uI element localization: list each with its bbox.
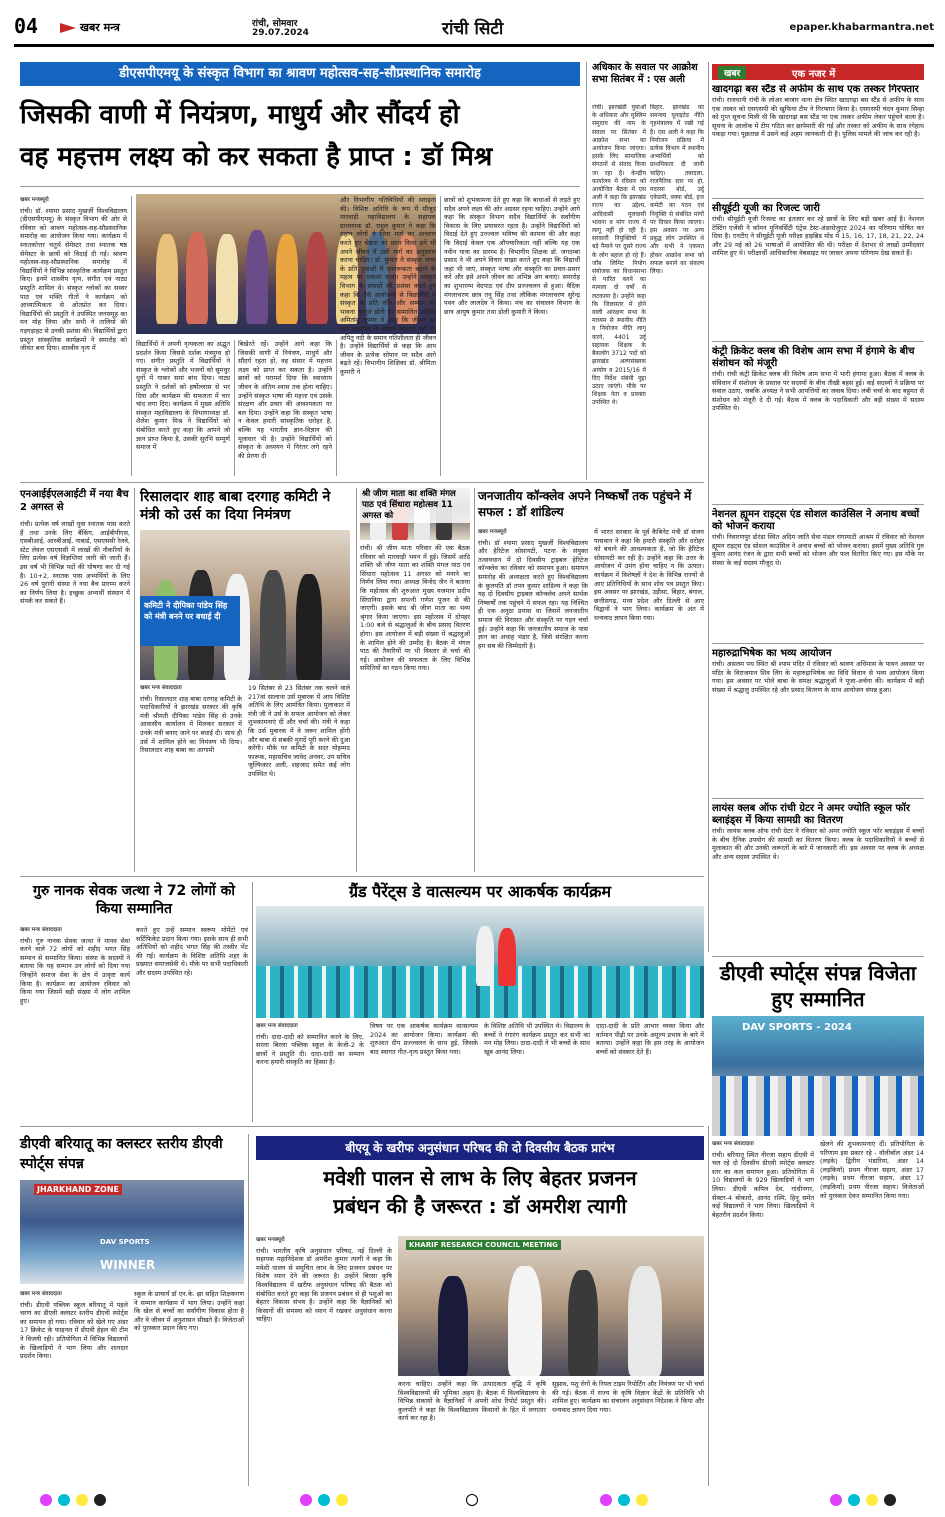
jeen-mata-headline: श्री जीण माता का शक्ति मंगल पाठ एवं सिंधारा महोत्सव 11 अगस्त को — [360, 488, 470, 523]
sanskrit-col-3: बिखेरते रहें। उन्होंने आगे कहा कि जिसकी वाणी में नियंत्रण, माधुर्य और सौंदर्य रहता हो, वह संसार में महत्तम लक्ष्य को प्राप्त कर सकता है। उन्होंने छात्रों को परामर्श दिया कि स्वाध्याय जीवन के अंतिम श्वास तक होना चाहिए। उन्होंने संस्कृत भाषा की महत्ता एवं उसके संरक्षण और प्रचार की आवश्यकता पर बल दिया। उन्होंने कहा कि संस्कृत भाषा न केवल हमारी सांस्कृतिक धरोहर है, बल्कि यह भारतीय ज्ञान-विज्ञान की मूलाधार भी है। उन्होंने विद्यार्थियों को संस्कृत के अध्ययन में निरंतर लगे रहने की प्रेरणा दी — [238, 340, 332, 460]
dav-sports-banner-text: DAV SPORTS - 2024 — [742, 1022, 852, 1033]
sanskrit-col-4b: छात्रों को शुभकामना देते हुए कहा कि बाधाओं से लड़ते हुए सदैव अपने लक्ष्य की ओर अग्रसर रहना चाहिए। उन्होंने आगे कहा कि संस्कृत विभाग सदैव विद्यार्थियों के सर्वांगीण विकास के लिए प्रयासरत रहता है। उन्होंने विद्यार्थियों को विदाई देते हुए उज्ज्वल भविष्य की कामना की और कहा कि विदाई केवल एक औपचारिकता नहीं बल्कि यह एक नवीन यात्रा का प्रारम्भ है। विभागीय शिक्षक डॉ. जगदम्बा प्रसाद ने भी अपने विचार साझा करते हुए कहा कि विद्यार्थी जहां भी जाएं, संस्कृत भाषा और संस्कृति का प्रचार-प्रसार करें और इसे अपने जीवन का अभिन्न अंग बनाएं। समारोह का शुभारम्भ वेदपाठ एवं दीप प्रज्ज्वलन से हुआ। वैदिक मंगलाचरण छात्र तनु सिंह तथा लौकिक मंगलाचरण सुरेन्द्र पवन और लालदेव ने किया। मंच का संचालन विभाग के छात्र आयुष कुमार तथा डोली कुमारी ने किया। — [444, 196, 580, 316]
grand-parents-photo — [256, 906, 704, 1018]
news-item-headline: सीयूईटी यूजी का रिजल्ट जारी — [712, 203, 820, 214]
sanskrit-col-1 — [20, 196, 127, 476]
risaldar-col-2: 19 सितंबर से 23 सितंबर तक चलने वाले 217वां सालाना उर्स मुबारक में आप विशिष्ट अतिथि के लिए आमंत्रित किया। मुलाकात में मंत्री जी ने उर्स के सफल आयोजन को लेकर शुभकामनाएं दीं और चर्चा की। मंत्री ने कहा कि उर्स मुबारक में वे जरूर शामिल होंगी और बाबा से सबकी मुरादें पूरी करने की दुआ करेंगी। मौके पर कमिटी के सदर मोहम्मद फारूक, महासचिव जावेद अनवर, उप सचिव जुल्फिकार अली, शहजाद समेत कई लोग उपस्थित थे। — [248, 684, 350, 778]
news-item-headline: कंट्री क्रिकेट क्लब की विशेष आम सभा में हंगामे के बीच संशोधन को मंजूरी — [712, 346, 915, 369]
sanskrit-headline-1: जिसकी वाणी में नियंत्रण, माधुर्य और सौंदर्य हो — [20, 100, 460, 130]
badge-label: खबर — [718, 66, 746, 79]
news-item-body: रांची। निवारणपुर डोरंडा स्थित अदिम जाति सेवा मंडल रांगामाटी आश्रम में रविवार को नेशनल ह्यूमन राइट्स एंड सोशल काउंसिल ने अनाथ बच्चों को भोजन कराया। इसमें मुख्य अतिथि गुरु कुमार आनंद रंजन के द्वारा सभी बच्चों को भोजन और फल वितरित किए गए। इस मौके पर संस्था के कई सदस्य मौजूद थे। — [712, 533, 924, 567]
dav-bariyatu-banner-3: WINNER — [100, 1258, 156, 1272]
risaldar-caption-box — [140, 596, 240, 646]
sanskrit-col-2: विद्यार्थियों ने अपनी नृत्यकला का अद्भुत प्रदर्शन किया जिससे दर्शक मंत्रमुग्ध हो गए। संगीत प्रस्तुति में विद्यार्थियों ने संस्कृत के श्लोकों और भजनों को सुमधुर धुनों में गाकर समां बांध दिया। नाट्य प्रस्तुति ने दर्शकों को हर्षोल्लास से भर दिया और कार्यक्रम की सफलता में चार चांद लगा दिए। कार्यक्रम में मुख्य अतिथि संस्कृत महाविद्यालय के विभागाध्यक्ष डॉ. शैलेश कुमार मिश्र ने विद्यार्थियों को संबोधित करते हुए कहा कि आपने जो ज्ञान प्राप्त किया है, उसकी सुरभि सम्पूर्ण समाज में — [136, 340, 230, 452]
dav-bariyatu-col-2: स्कूल के प्राचार्य डॉ एन.के. झा सहित शिक्षकगण ने सम्मान कार्यक्रम में भाग लिया। उन्होंने कहा कि खेल से बच्चों का सर्वांगीण विकास होता है और वे जीवन में अनुशासन सीखते हैं। विजेताओं को पुरस्कार प्रदान किए गए। — [134, 1290, 244, 1333]
dav-sports-headline: डीएवी स्पोर्ट्स संपन्न विजेता हुए सम्मानित — [719, 961, 917, 1011]
guru-nanak-col-1 — [20, 926, 130, 1122]
bau-col-3: सुझाव, पशु रोगों के रियल टाइम रिपोर्टिंग और नियंत्रण पर भी चर्चा की गई। बैठक में राज्य के कृषि विज्ञान केंद्रों के प्रतिनिधि भी शामिल हुए। कार्यक्रम का संचालन अनुसंधान निदेशक ने किया और धन्यवाद ज्ञापन दिया गया। — [552, 1380, 704, 1414]
risaldar-col-1 — [140, 684, 242, 872]
badge-title: एक नजर में — [792, 69, 836, 80]
dav-bariyatu-col-1 — [20, 1290, 128, 1486]
bau-banner-text: KHARIF RESEARCH COUNCIL MEETING — [406, 1240, 561, 1250]
news-item — [712, 648, 924, 792]
right-col-items — [712, 84, 924, 954]
brand-name: खबर मन्त्र — [80, 21, 120, 34]
header-city: रांची, सोमवार — [252, 19, 298, 29]
risaldar-col-1-text: रांची। रिसालदार शाह बाबा दरगाह कमिटी के पदाधिकारियों ने झारखंड सरकार की कृषि मंत्री श्रीमती दीपिका पांडेय सिंह से उनके आवासीय कार्यालय में मिलकर सरकार में उनके मंत्री बनाए जाने पर बधाई दी। साथ ही उर्स में शामिल होने का निमंत्रण भी दिया। रिसालदार शाह बाबा का आगामी — [140, 694, 242, 755]
dav-bariyatu-body: रांची। डीएवी पब्लिक स्कूल बरियातू में पहले चरण का डीएवी क्लस्टर स्तरीय डीएवी स्पोर्ट्स का समापन हो गया। रविवार को खेले गए अंडर 17 क्रिकेट के फाइनल में डीएवी हेहल की टीम ने विजयी रही। प्रतियोगिता में विभिन्न विद्यालयों के खिलाड़ियों ने भाग लिया और शानदार प्रदर्शन किया। — [20, 1300, 128, 1361]
sanskrit-dateline: खबर मन्त्रब्यूरो — [20, 197, 49, 203]
guru-nanak-headline: गुरु नानक सेवक जत्था ने 72 लोगों को किया सम्मानित — [32, 883, 236, 917]
sanskrit-headline-2: वह महत्तम लक्ष्य को कर सकता है प्राप्त : डॉ मिश्र — [20, 142, 493, 172]
news-item-body: रांची। राजधानी रांची के लोअर बाजार थाना क्षेत्र स्थित खादगढ़ा बस स्टैंड से अफीम के साथ एक तस्कर को एसएसपी की खुफिया टीम ने गिरफ्तार किया है। एसएसपी चंदन कुमार सिन्हा को गुप्त सूचना मिली थी कि खादगढ़ा बस स्टैंड पर एक तस्कर अफीम लेकर पहुंचने वाला है। सूचना के आलोक में टीम गठित कर छापेमारी की गई और तस्कर को अफीम के साथ रंगेहाथ पकड़ा गया। पूछताछ में उसने कई अहम जानकारी दी है। पुलिस मामले की जांच कर रही है। — [712, 96, 924, 139]
bau-headline-2: प्रबंधन की है जरूरत : डॉ अमरीश त्यागी — [333, 1194, 627, 1218]
risaldar-headline: रिसालदार शाह बाबा दरगाह कमिटी ने मंत्री को उर्स का दिया निमंत्रण — [140, 489, 331, 523]
page-number: 04 — [14, 14, 39, 38]
header-date: 29.07.2024 — [252, 28, 309, 38]
grand-parents-headline: ग्रैंड पैरेंट्स डे वात्सल्यम पर आकर्षक कार्यक्रम — [348, 882, 612, 901]
masthead — [14, 10, 934, 50]
janjatiya-col-2: में भारत सरकार के पूर्व कैबिनेट मंत्री डॉ संजय पासवान ने कहा कि हमारी संस्कृति और धरोहर को बचाने की आवश्यकता है, जो कि हेरिटेज सोसायटी कर रही है। उन्होंने कहा कि उत्तर के आयोजन में उमंग होना चाहिए न कि उत्पात। कार्यक्रम में विशेषज्ञों ने देश के विभिन्न राज्यों से आए प्रतिनिधियों के साथ शोध पत्र प्रस्तुत किए। इस अवसर पर झारखंड, उड़ीसा, बिहार, बंगाल, छत्तीसगढ़, मध्य प्रदेश और दिल्ली से आए विद्वानों ने भाग लिया। कार्यक्रम के अंत में धन्यवाद ज्ञापन किया गया। — [594, 528, 704, 622]
news-item — [712, 346, 924, 498]
janjatiya-col-1 — [478, 528, 588, 872]
grand-parents-col-1-text: रांची। दादा-दादी को सम्मानित करने के लिए, सरला बिरला पब्लिक स्कूल के केजी-2 के छात्रों ने प्रस्तुति दी। दादा-दादी का सम्मान करना हमारी संस्कृति का हिस्सा है। — [256, 1032, 364, 1067]
right-column-badge — [712, 64, 924, 80]
news-item — [712, 203, 924, 335]
dav-bariyatu-headline: डीएवी बरियातू का क्लस्टर स्तरीय डीएवी स्पोर्ट्स संपन्न — [20, 1136, 223, 1172]
nielit-headline: एनआईईएलआईटी में नया बैच 2 अगस्त से — [20, 489, 129, 513]
grand-parents-dateline: खबर मन्त्र संवाददाता — [256, 1023, 298, 1029]
guru-nanak-col-1-text: रांची। गुरु नानक सेवक जत्था ने मानव सेवा करने वाले 72 लोगों को शहीद भगत सिंह सम्मान से सम्मानित किया। संस्था के सदस्यों ने बताया कि यह सम्मान उन लोगों को दिया गया जिन्होंने समाज सेवा के क्षेत्र में उत्कृष्ट कार्य किया है। कार्यक्रम का आयोजन रविवार को किया गया जिसमें बड़ी संख्या में लोग शामिल हुए। — [20, 936, 130, 1005]
dav-sports-photo — [712, 1016, 924, 1136]
adhikar-headline: अधिकार के सवाल पर आक्रोश सभा सितंबर में : एस अली — [592, 62, 698, 85]
guru-nanak-col-2: करते हुए उन्हें सम्मान स्वरूप मोमेंटो एवं सर्टिफिकेट प्रदान किया गया। इसके साथ ही सभी अतिथियों को शहीद भगत सिंह की तस्वीर भेंट की गई। कार्यक्रम के विशिष्ट अतिथि शहर के प्रख्यात समाजसेवी थे। मौके पर सभी पदाधिकारी और सदस्य उपस्थित रहे। — [136, 926, 248, 977]
news-item-body: रांची। लायंस क्लब ऑफ रांची ग्रेटर ने रविवार को अमर ज्योति स्कूल फॉर ब्लाइंड्स में बच्चों के बीच दैनिक उपयोग की सामग्री का वितरण किया। क्लब के पदाधिकारियों ने बच्चों से मुलाकात की और उनकी जरूरतों के बारे में जानकारी ली। इस अवसर पर क्लब के अध्यक्ष और अन्य सदस्य उपस्थित थे। — [712, 827, 924, 861]
adhikar-col-1: रांची। झारखंडी युवाओं के अधिकार और मुस्लिम समुदाय की नाम के सवाल पर सितंबर में आक्रोश सभा का आयोजन किया जाएगा। इसके लिए सामाजिक संगठनों से संवाद किया जा रहा है। केन्द्रीय कार्यालय में रविवार को आयोजित बैठक में एस अली ने कहा कि झारखंड राज्य का उद्देश्य, आदिवासी मूलवासी भावना व मांग राज्य में लागू नहीं हो रही है। सरकारी नियुक्तियों में बड़े पैमाने पर दूसरे राज्य के लोग बहाल हो रहे हैं। जॉब लिमिट नियोग संयोजक का विधानसभा से पारित करने का मामला दो वर्षों से लटकाया है। उन्होंने कहा कि जिलास्तर में होने वाली आरक्षण सभा के माध्यम से स्थानीय नीति व नियोजन नीति लागू करने, 4401 उर्दू सहायक शिक्षक के बैकलॉग 3712 पदों को झारखंड अल्पसंख्यक आयोग व 2015/16 में दिए निर्देश संबंधी मुद्दा उठाए जाएंगे। मौके पर शिक्षक नेता व प्रवक्ता उपस्थित थे। — [592, 104, 646, 407]
news-item — [712, 84, 924, 192]
news-item-headline: नेशनल ह्यूमन राइट्स एंड सोशल काउंसिल ने अनाथ बच्चों को भोजन कराया — [712, 509, 920, 532]
adhikar-col-2: बिहार, झारखंड का समन्वय यूनाइटेड नीति गृहमंत्रालय में रखी गई है। एस अली ने कहा कि नियोजन प्रक्रिया में प्रत्येक विभाग में स्थानीय अभ्यर्थियों को प्राथमिकता दी जानी चाहिए। तबादला, राजनैतिक स्तर पर हो, मदरसा बोर्ड, उर्दू एकेडमी, वक्फ बोर्ड, हज कमेटी का गठन एवं नियुक्ति से संबंधित मांगों पर विचार किया जाएगा। इस अवसर पर अन्य प्रबुद्ध लोग उपस्थित थे और सभी ने एकमत होकर आक्रोश सभा को सफल बनाने का संकल्प लिया। — [650, 104, 704, 276]
dav-sports-dateline: खबर मन्त्र संवाददाता — [712, 1141, 754, 1147]
bau-dateline: खबर मन्त्रब्यूरो — [256, 1237, 285, 1243]
dav-bariyatu-dateline: खबर मन्त्र संवाददाता — [20, 1291, 62, 1297]
news-item-headline: लायंस क्लब ऑफ रांची ग्रेटर ने अमर ज्योति स्कूल फॉर ब्लाइंड्स में किया सामग्री का वितरण — [712, 803, 910, 826]
grand-parents-col-1 — [256, 1022, 364, 1122]
dav-bariyatu-banner-2: DAV SPORTS — [100, 1238, 150, 1246]
janjatiya-dateline: खबर मन्त्रब्यूरो — [478, 529, 507, 535]
bau-photo — [398, 1236, 704, 1376]
news-item-body: रांची। असलम पथ स्थित श्री श्याम मंदिर में रविवार को श्रावण अधिमास के पावन अवसर पर मंदिर के विराजमान शिव लिंग के महारुद्राभिषेक का विधि विधान से भव्य आयोजन किया गया। इस अवसर पर भोले बाबा के समक्ष श्रद्धालुओं ने पूजा-अर्चना की। कार्यक्रम में बड़ी संख्या में श्रद्धालु उपस्थित रहे और प्रसाद वितरण के साथ आयोजन संपन्न हुआ। — [712, 660, 924, 694]
nielit-body: रांची। प्रत्येक वर्ष लाखों युवा स्नातक पास करते हैं तथा उनके लिए बैंकिंग, आईबीपीएस, एसबीआई, आरबीआई, नाबार्ड, एसएससी रेलवे, स्टेट लेवल एसएससी में लाखों की नौकरियों के लिए प्रत्येक वर्ष विज्ञप्तियां जारी की जाती हैं। इस वर्ष भी विभिन्न पदों की घोषणा कर दी गई है। 10+2, स्नातक पास अभ्यर्थियों के लिए 26 वर्ष पुरानी संस्था ने नया बैच प्रारम्भ करने का निर्णय लिया है। इच्छुक अभ्यर्थी संस्थान में संपर्क कर सकते हैं। — [20, 520, 130, 606]
bau-ribbon: बीएयू के खरीफ अनुसंधान परिषद की दो दिवसीय बैठक प्रारंभ — [256, 1136, 704, 1160]
dav-bariyatu-photo — [20, 1180, 244, 1284]
bau-col-2: करना चाहिए। उन्होंने कहा कि उत्पादकता वृद्धि में कृषि विश्वविद्यालयों की भूमिका अहम है। बैठक में विश्वविद्यालय के विभिन्न संकायों के वैज्ञानिकों ने अपनी शोध रिपोर्ट प्रस्तुत की। कुलपति ने कहा कि विश्वविद्यालय किसानों के हित में लगातार कार्य कर रहा है। — [398, 1380, 546, 1423]
dav-bariyatu-banner-1: JHARKHAND ZONE — [34, 1184, 122, 1195]
risaldar-dateline: खबर मन्त्र संवाददाता — [140, 685, 182, 691]
brand-logo — [60, 20, 120, 35]
sanskrit-col-4: और विभागीय गतिविधियों की सराहना की। विशिष्ट अतिथि के रूप में मौजूद मारवाड़ी महाविद्यालय के सहायक प्राध्यापक डॉ. राहुल कुमार ने कहा कि महान लोगों ने जिस मार्ग का आचरण करते हुए श्रेष्ठता को प्राप्त किया हमें भी अपने जीवन में उसी मार्ग का अनुसरण करना चाहिए। डॉ. कुमार ने संस्कृत भाषा के प्रति युवाओं में जागरूकता बढ़ाने के महत्व पर प्रकाश डाला। उन्होंने संस्कृत विभाग के प्रयासों की प्रशंसा करते हुए कहा कि ऐसे आयोजनों से विद्यार्थियों में संस्कृत के प्रति रुचि और सम्मान की भावना जागृत होती है। सम्मानित अतिथि अमितांशु कुमार ने कहा कि जीवन का नाम तालमेल के समान विस्तार नहीं है, अपितु नदी के समान गतिशीलता ही जीवन है। उन्होंने विद्यार्थियों से कहा कि आप जीवन के प्रत्येक सोपान पर सदैव आगे बढ़ते रहें। विभागीय शिक्षिका डॉ. श्रीमिता कुमारी ने — [340, 196, 436, 376]
dav-sports-col-1-text: रांची। बरियातू स्थित नीरजा सहाय डीएवी में चल रहे दो दिवसीय डीएवी स्पोर्ट्स क्लस्टर स्तर का कल समापन हुआ। प्रतियोगिता में 10 विद्यालयों के 929 खिलाड़ियों ने भाग लिया। डीएवी कपिल देव, गांधीनगर, सेक्टर-4 बोकारो, आनंद रश्मि, हिनू समेत कई विद्यालयों ने भाग लिया। खिलाड़ियों ने बेहतरीन प्रदर्शन किया। — [712, 1150, 814, 1219]
grand-parents-col-3: के विशिष्ट अतिथि भी उपस्थित थे। विद्यालय के बच्चों ने रंगारंग कार्यक्रम प्रस्तुत कर सभी का मन मोह लिया। दादा-दादी ने भी बच्चों के साथ खूब आनंद लिया। — [484, 1022, 590, 1056]
news-item-body: रांची। सीयूईटी यूजी रिजल्ट का इंतजार कर रहे छात्रों के लिए बड़ी खबर आई है। नेशनल टेस्टिंग एजेंसी ने कॉमन यूनिवर्सिटी एंट्रेंस टेस्ट-अंडरग्रेजुएट 2024 का परिणाम घोषित कर दिया है। एनटीए ने सीयूईटी यूजी परीक्षा हाइब्रिड मोड में 15, 16, 17, 18, 21, 22, 24 और 29 मई को 26 भाषाओं में आयोजित की थी। परीक्षा में देशभर से लाखों उम्मीदवार शामिल हुए थे। परीक्षार्थी आधिकारिक वेबसाइट पर जाकर अपना परिणाम देख सकते हैं। — [712, 215, 924, 258]
guru-nanak-dateline: खबर मन्त्र संवाददाता — [20, 927, 62, 933]
jeen-mata-body: रांची। श्री जीण माता परिवार की एक बैठक रविवार को मारवाड़ी भवन में हुई। जिसमें आदि शक्ति श्री जीण माता का शक्ति मंगल पाठ एवं सिंधारा महोत्सव 11 अगस्त को मनाने का निर्णय लिया गया। अध्यक्ष विनोद जैन ने बताया कि महोत्सव की शुरुआत मुख्य यजमान प्रदीप सिंघानिया द्वारा सपत्नी गणेश पूजन से की जाएगी। इसके बाद श्री जीण माता का भव्य श्रृंगार किया जाएगा। इस महोत्सव में दोपहर 1:00 बजे से श्रद्धालुओं के बीच प्रसाद वितरण होगा। इस आयोजन में बड़ी संख्या में श्रद्धालुओं के शामिल होने की उम्मीद है। बैठक में मंगल पाठ की तैयारियों पर भी विस्तार से चर्चा की गई। आयोजन की सफलता के लिए विभिन्न समितियों का गठन किया गया। — [360, 544, 470, 673]
news-item — [712, 509, 924, 637]
dav-sports-col-1 — [712, 1140, 814, 1486]
dav-sports-col-2: खेलने की शुभकामनाएं दीं। प्रतियोगिता के परिणाम इस प्रकार रहे - वॉलीबॉल अंडर 14 (लड़के) द्वितीय भंडारिया, अंडर 14 (लड़कियाँ) प्रथम नीरजा सहाय, अंडर 17 (लड़के) प्रथम नीरजा सहाय, अंडर 17 (लड़कियाँ) प्रथम नीरजा सहाय। विजेताओं को पुरस्कार देकर सम्मानित किया गया। — [820, 1140, 924, 1200]
section-title: रांची सिटी — [442, 19, 504, 39]
header-url[interactable]: epaper.khabarmantra.net — [789, 22, 934, 33]
brand-mark-icon — [60, 23, 76, 33]
grand-parents-col-2: विषय पर एक आकर्षक कार्यक्रम वात्सल्यम 2024 का आयोजन किया। कार्यक्रम की शुरुआत दीप प्रज्ज्वलन के साथ हुई, जिसके बाद स्वागत गीत-नृत्य प्रस्तुत किया गया। — [370, 1022, 478, 1056]
bau-col-1-text: रांची। भारतीय कृषि अनुसंधान परिषद, नई दिल्ली के सहायक महानिदेशक डॉ अमरीश कुमार त्यागी ने कहा कि मवेशी पालन से समुचित लाभ के लिए प्रजनन प्रबंधन पर विशेष ध्यान देने की जरूरत है। उन्होंने बिरसा कृषि विश्वविद्यालय में खरीफ अनुसंधान परिषद की बैठक को संबोधित करते हुए कहा कि प्रजनन प्रबंधन से ही पशुओं का बेहतर विकास संभव है। उन्होंने कहा कि वैज्ञानिकों को किसानों की समस्या को ध्यान में रखकर अनुसंधान करना चाहिए। — [256, 1246, 392, 1324]
risaldar-caption: कमिटी ने दीपिका पांडेय सिंह को मंत्री बनने पर बधाई दी — [144, 601, 228, 621]
bau-col-1 — [256, 1236, 392, 1486]
janjatiya-col-1-text: रांची। डॉ श्यामा प्रसाद मुखर्जी विश्वविद्यालय और हेरिटेज सोसायटी, पटना के संयुक्त तत्वावधान में दो दिवसीय ट्राइबल हेरिटेज कॉन्क्लेव का रविवार को समापन हुआ। समापन समारोह की अध्यक्षता करते हुए विश्वविद्यालय के कुलपति डॉ तपन कुमार शांडिल्य ने कहा कि यह दो दिवसीय ट्राइबल कॉन्क्लेव अपने सार्थक निष्कर्षों तक पहुंचने में सफल रहा। यह निश्चित ही एक अनूठा प्रयास था जिसमें जनजातीय समाज की विरासत और संस्कृति पर गहन चर्चा हुई। उन्होंने कहा कि जनजातीय समाज के पास ज्ञान का अथाह भंडार है, जिसे संरक्षित करना हम सब की जिम्मेदारी है। — [478, 538, 588, 650]
news-item — [712, 803, 924, 954]
sanskrit-ribbon: डीएसपीएमयू के संस्कृत विभाग का श्रावण महोत्सव-सह-सौप्रस्थानिक समारोह — [20, 62, 580, 86]
crosshair-icon — [466, 1494, 478, 1506]
news-item-headline: खादगढ़ा बस स्टैंड से अफीम के साथ एक तस्कर गिरफ्तार — [712, 84, 919, 95]
header-rule — [14, 44, 934, 47]
grand-parents-col-4: दादा-दादी के प्रति आभार व्यक्त किया और वर्तमान पीढ़ी पर उनके अमूल्य प्रभाव के बारे में बताया। उन्होंने कहा कि इस तरह के आयोजन बच्चों को संस्कार देते हैं। — [596, 1022, 704, 1056]
footer-registration-marks — [0, 1490, 945, 1510]
janjatiya-headline: जनजातीय कॉन्क्लेव अपने निष्कर्षों तक पहुंचने में सफल : डॉ शांडिल्य — [478, 489, 692, 519]
news-item-body: रांची। रांची कंट्री क्रिकेट क्लब की विशेष आम सभा में भारी हंगामा हुआ। बैठक में क्लब के संविधान में संशोधन के प्रस्ताव पर सदस्यों के बीच तीखी बहस हुई। कई सदस्यों ने प्रक्रिया पर सवाल उठाए, जबकि अध्यक्ष ने सभी आपत्तियों का जवाब दिया। लंबी चर्चा के बाद बहुमत से संशोधन को मंजूरी दे दी गई। बैठक में क्लब के पदाधिकारी और बड़ी संख्या में सदस्य उपस्थित थे। — [712, 370, 924, 413]
sanskrit-col-1-text: रांची। डॉ. श्यामा प्रसाद मुखर्जी विश्वविद्यालय (डीएसपीएमयू) के संस्कृत विभाग की ओर से रविवार को श्रावण महोत्सव-सह-सौप्रस्थानिक समारोह का आयोजन किया गया। कार्यक्रम में स्नातकोत्तर चतुर्थ सेमेस्टर तथा स्नातक षष्ठ सेमेस्टर के छात्रों को विदाई दी गई। श्रावण महोत्सव-सह-सौप्रस्थानिक समारोह में विद्यार्थियों ने विभिन्न सांस्कृतिक कार्यक्रम प्रस्तुत किए। इनमें शास्त्रीय नृत्य, संगीत एवं नाट्य प्रस्तुति शामिल थे। संस्कृत श्लोकों का सस्वर पाठ एवं भक्ति गीतों ने कार्यक्रम को आध्यात्मिकता से ओतप्रोत कर दिया। विद्यार्थियों की प्रस्तुति ने उपस्थित जनसमूह का मन मोह लिया और सभी ने तालियों की गड़गड़ाहट से उनकी प्रशंसा की। विद्यार्थियों द्वारा प्रस्तुत सांस्कृतिक कार्यक्रमों ने समारोह को जीवंत बना दिया। शास्त्रीय नृत्य में — [20, 206, 127, 353]
news-item-headline: महारुद्राभिषेक का भव्य आयोजन — [712, 648, 832, 659]
bau-headline-1: मवेशी पालन से लाभ के लिए बेहतर प्रजनन — [323, 1166, 637, 1190]
